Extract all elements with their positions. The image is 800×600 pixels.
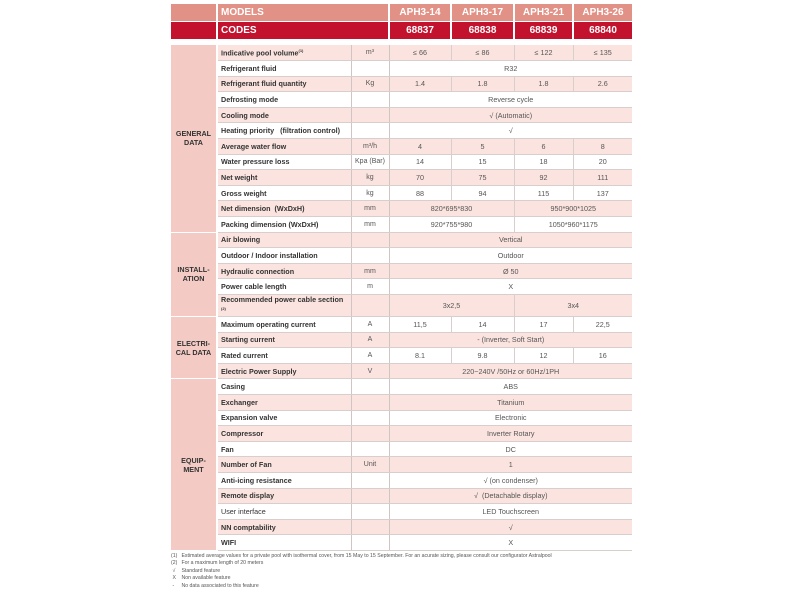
row-label: Packing dimension (WxDxH) <box>217 217 351 233</box>
row-label: Gross weight <box>217 185 351 201</box>
cross-icon: X <box>172 575 176 582</box>
row-value: Ø 50 <box>389 263 632 279</box>
row-unit <box>351 379 389 395</box>
row-unit: mm <box>351 263 389 279</box>
row-label: Hydraulic connection <box>217 263 351 279</box>
row-unit: kg <box>351 170 389 186</box>
legend-item <box>171 568 651 575</box>
row-value: X <box>389 535 632 551</box>
row-label: Refrigerant fluid quantity <box>217 76 351 92</box>
table-row <box>171 317 632 333</box>
row-unit: mm <box>351 217 389 233</box>
row-value: 15 <box>451 154 514 170</box>
row-label: Average water flow <box>217 139 351 155</box>
row-value: 820*695*830 <box>389 201 514 217</box>
row-label: Defrosting mode <box>217 92 351 108</box>
table-row <box>171 457 632 473</box>
row-value: √ <box>389 519 632 535</box>
row-value: √ (on condenser) <box>389 472 632 488</box>
row-label-text: Indicative pool volume <box>221 48 299 58</box>
header-corner <box>171 4 217 21</box>
row-unit <box>351 410 389 426</box>
table-row <box>171 394 632 410</box>
row-label: Power cable length <box>217 279 351 295</box>
row-value: 75 <box>451 170 514 186</box>
dash-icon: - <box>172 582 175 589</box>
table-row <box>171 519 632 535</box>
row-value: 6 <box>514 139 573 155</box>
row-value: 950*900*1025 <box>514 201 632 217</box>
footnote <box>171 560 651 567</box>
row-value: 14 <box>451 317 514 333</box>
row-unit: V <box>351 363 389 379</box>
row-label: Remote display <box>217 488 351 504</box>
model-header: APH3-17 <box>451 4 514 21</box>
row-unit <box>351 472 389 488</box>
row-unit <box>351 519 389 535</box>
row-value: 18 <box>514 154 573 170</box>
row-value: √ (Automatic) <box>389 107 632 123</box>
row-unit <box>351 123 389 139</box>
table-row <box>171 154 632 170</box>
row-label: Outdoor / Indoor installation <box>217 248 351 264</box>
row-value: 20 <box>573 154 632 170</box>
row-label: WIFI <box>217 535 351 551</box>
table-row <box>171 170 632 186</box>
row-unit: A <box>351 348 389 364</box>
row-unit: mm <box>351 201 389 217</box>
row-value: 12 <box>514 348 573 364</box>
table-row <box>171 123 632 139</box>
row-label: Electric Power Supply <box>217 363 351 379</box>
row-label: Anti-icing resistance <box>217 472 351 488</box>
footnote-mark: (1) <box>171 553 178 559</box>
row-unit: m³/h <box>351 139 389 155</box>
row-label: Casing <box>217 379 351 395</box>
table-row <box>171 472 632 488</box>
row-label: Starting current <box>217 332 351 348</box>
row-value: 920*755*980 <box>389 217 514 233</box>
row-value: 4 <box>389 139 451 155</box>
row-value: 88 <box>389 185 451 201</box>
table-row <box>171 217 632 233</box>
row-unit <box>351 504 389 520</box>
row-value: 94 <box>451 185 514 201</box>
row-unit: kg <box>351 185 389 201</box>
row-value: ABS <box>389 379 632 395</box>
models-label: MODELS <box>217 4 389 21</box>
row-value: - (Inverter, Soft Start) <box>389 332 632 348</box>
row-value: Electronic <box>389 410 632 426</box>
row-value: Reverse cycle <box>389 92 632 108</box>
check-icon: √ <box>172 567 176 574</box>
row-label: Number of Fan <box>217 457 351 473</box>
row-label: NN comptability <box>217 519 351 535</box>
row-label: Air blowing <box>217 232 351 248</box>
table-row <box>171 332 632 348</box>
footnote-ref: (2) <box>221 306 226 312</box>
row-value: 22,5 <box>573 317 632 333</box>
row-unit: m <box>351 279 389 295</box>
row-value: R32 <box>389 61 632 77</box>
row-unit <box>351 488 389 504</box>
row-value: 8.1 <box>389 348 451 364</box>
row-label: Compressor <box>217 426 351 442</box>
row-unit <box>351 232 389 248</box>
header-corner <box>171 21 217 39</box>
legend-item <box>171 583 651 590</box>
model-header: APH3-21 <box>514 4 573 21</box>
codes-header-row <box>171 21 632 39</box>
row-unit <box>351 61 389 77</box>
row-value: LED Touchscreen <box>389 504 632 520</box>
row-value: ≤ 122 <box>514 45 573 61</box>
row-value: Vertical <box>389 232 632 248</box>
row-value: 3x4 <box>514 295 632 317</box>
row-value: 8 <box>573 139 632 155</box>
row-unit <box>351 92 389 108</box>
row-unit: Unit <box>351 457 389 473</box>
spec-sheet <box>171 4 632 551</box>
table-row <box>171 441 632 457</box>
row-value: 92 <box>514 170 573 186</box>
row-value: 1050*960*1175 <box>514 217 632 233</box>
row-value: 1.8 <box>451 76 514 92</box>
legend-text: No data associated to this feature <box>181 582 259 589</box>
row-value: 137 <box>573 185 632 201</box>
row-unit: Kpa (Bar) <box>351 154 389 170</box>
table-row <box>171 76 632 92</box>
row-label: Net dimension (WxDxH) <box>217 201 351 217</box>
table-row <box>171 263 632 279</box>
footnote-text: Estimated average values for a private pool with isothermal cover, from 15 May to 15 September. For an acurate sizing, please consult our configurator Astralpool <box>181 553 552 559</box>
legend-text: Standard feature <box>181 567 221 574</box>
footnote-mark: (2) <box>171 560 178 567</box>
row-unit <box>351 535 389 551</box>
row-value: √ (Detachable display) <box>389 488 632 504</box>
row-unit: A <box>351 317 389 333</box>
row-unit <box>351 426 389 442</box>
table-row <box>171 139 632 155</box>
row-value: ≤ 86 <box>451 45 514 61</box>
table-row <box>171 504 632 520</box>
row-value: Titanium <box>389 394 632 410</box>
row-label: Heating priority (filtration control) <box>217 123 351 139</box>
row-label <box>217 45 351 61</box>
row-label: Maximum operating current <box>217 317 351 333</box>
row-value: ≤ 135 <box>573 45 632 61</box>
table-row <box>171 379 632 395</box>
row-unit: A <box>351 332 389 348</box>
row-label-text: Recommended power cable section <box>221 295 344 305</box>
code-header: 68839 <box>514 21 573 39</box>
row-value: 2.6 <box>573 76 632 92</box>
table-row <box>171 107 632 123</box>
row-value: 5 <box>451 139 514 155</box>
table-row <box>171 185 632 201</box>
footnote <box>171 553 651 560</box>
row-value: DC <box>389 441 632 457</box>
models-header-row <box>171 4 632 21</box>
row-value: Inverter Rotary <box>389 426 632 442</box>
row-value: X <box>389 279 632 295</box>
legend-text: Non available feature <box>181 575 231 582</box>
table-row <box>171 363 632 379</box>
row-unit <box>351 295 389 317</box>
table-row <box>171 279 632 295</box>
table-row <box>171 535 632 551</box>
table-row <box>171 248 632 264</box>
row-label <box>217 295 351 317</box>
row-label: Water pressure loss <box>217 154 351 170</box>
row-value: 111 <box>573 170 632 186</box>
code-header: 68837 <box>389 21 451 39</box>
row-label: Rated current <box>217 348 351 364</box>
table-row <box>171 295 632 317</box>
row-label: Expansion valve <box>217 410 351 426</box>
row-label: Cooling mode <box>217 107 351 123</box>
code-header: 68838 <box>451 21 514 39</box>
row-value: 1.4 <box>389 76 451 92</box>
row-unit <box>351 248 389 264</box>
spec-table <box>171 4 632 551</box>
footnote-ref: (1) <box>298 47 304 53</box>
row-label: Refrigerant fluid <box>217 61 351 77</box>
table-row <box>171 348 632 364</box>
code-header: 68840 <box>573 21 632 39</box>
table-row <box>171 488 632 504</box>
row-value: Outdoor <box>389 248 632 264</box>
row-value: ≤ 66 <box>389 45 451 61</box>
row-label: Net weight <box>217 170 351 186</box>
row-unit <box>351 107 389 123</box>
section-equipment: EQUIP-MENT <box>171 379 217 551</box>
row-label: User interface <box>217 504 351 520</box>
row-value: 115 <box>514 185 573 201</box>
footnote-text: For a maximum length of 20 meters <box>181 560 264 567</box>
row-value: 1 <box>389 457 632 473</box>
row-value: 70 <box>389 170 451 186</box>
row-value: 3x2,5 <box>389 295 514 317</box>
row-label: Fan <box>217 441 351 457</box>
row-label: Exchanger <box>217 394 351 410</box>
section-installation: INSTALL-ATION <box>171 232 217 316</box>
codes-label: CODES <box>217 21 389 39</box>
footnotes <box>171 553 651 590</box>
row-value: 14 <box>389 154 451 170</box>
legend-item <box>171 575 651 582</box>
row-value: 9.8 <box>451 348 514 364</box>
row-unit <box>351 441 389 457</box>
model-header: APH3-14 <box>389 4 451 21</box>
section-electrical-data: ELECTRI-CAL DATA <box>171 317 217 379</box>
row-value: 17 <box>514 317 573 333</box>
table-row <box>171 201 632 217</box>
row-value: 11,5 <box>389 317 451 333</box>
table-row <box>171 410 632 426</box>
table-row <box>171 45 632 61</box>
row-value: 16 <box>573 348 632 364</box>
row-value: 220~240V /50Hz or 60Hz/1PH <box>389 363 632 379</box>
row-value: 1.8 <box>514 76 573 92</box>
section-general-data: GENERAL DATA <box>171 45 217 232</box>
row-unit <box>351 394 389 410</box>
model-header: APH3-26 <box>573 4 632 21</box>
table-row <box>171 232 632 248</box>
table-row <box>171 92 632 108</box>
table-row <box>171 426 632 442</box>
row-unit: Kg <box>351 76 389 92</box>
row-value: √ <box>389 123 632 139</box>
row-unit: m³ <box>351 45 389 61</box>
table-row <box>171 61 632 77</box>
